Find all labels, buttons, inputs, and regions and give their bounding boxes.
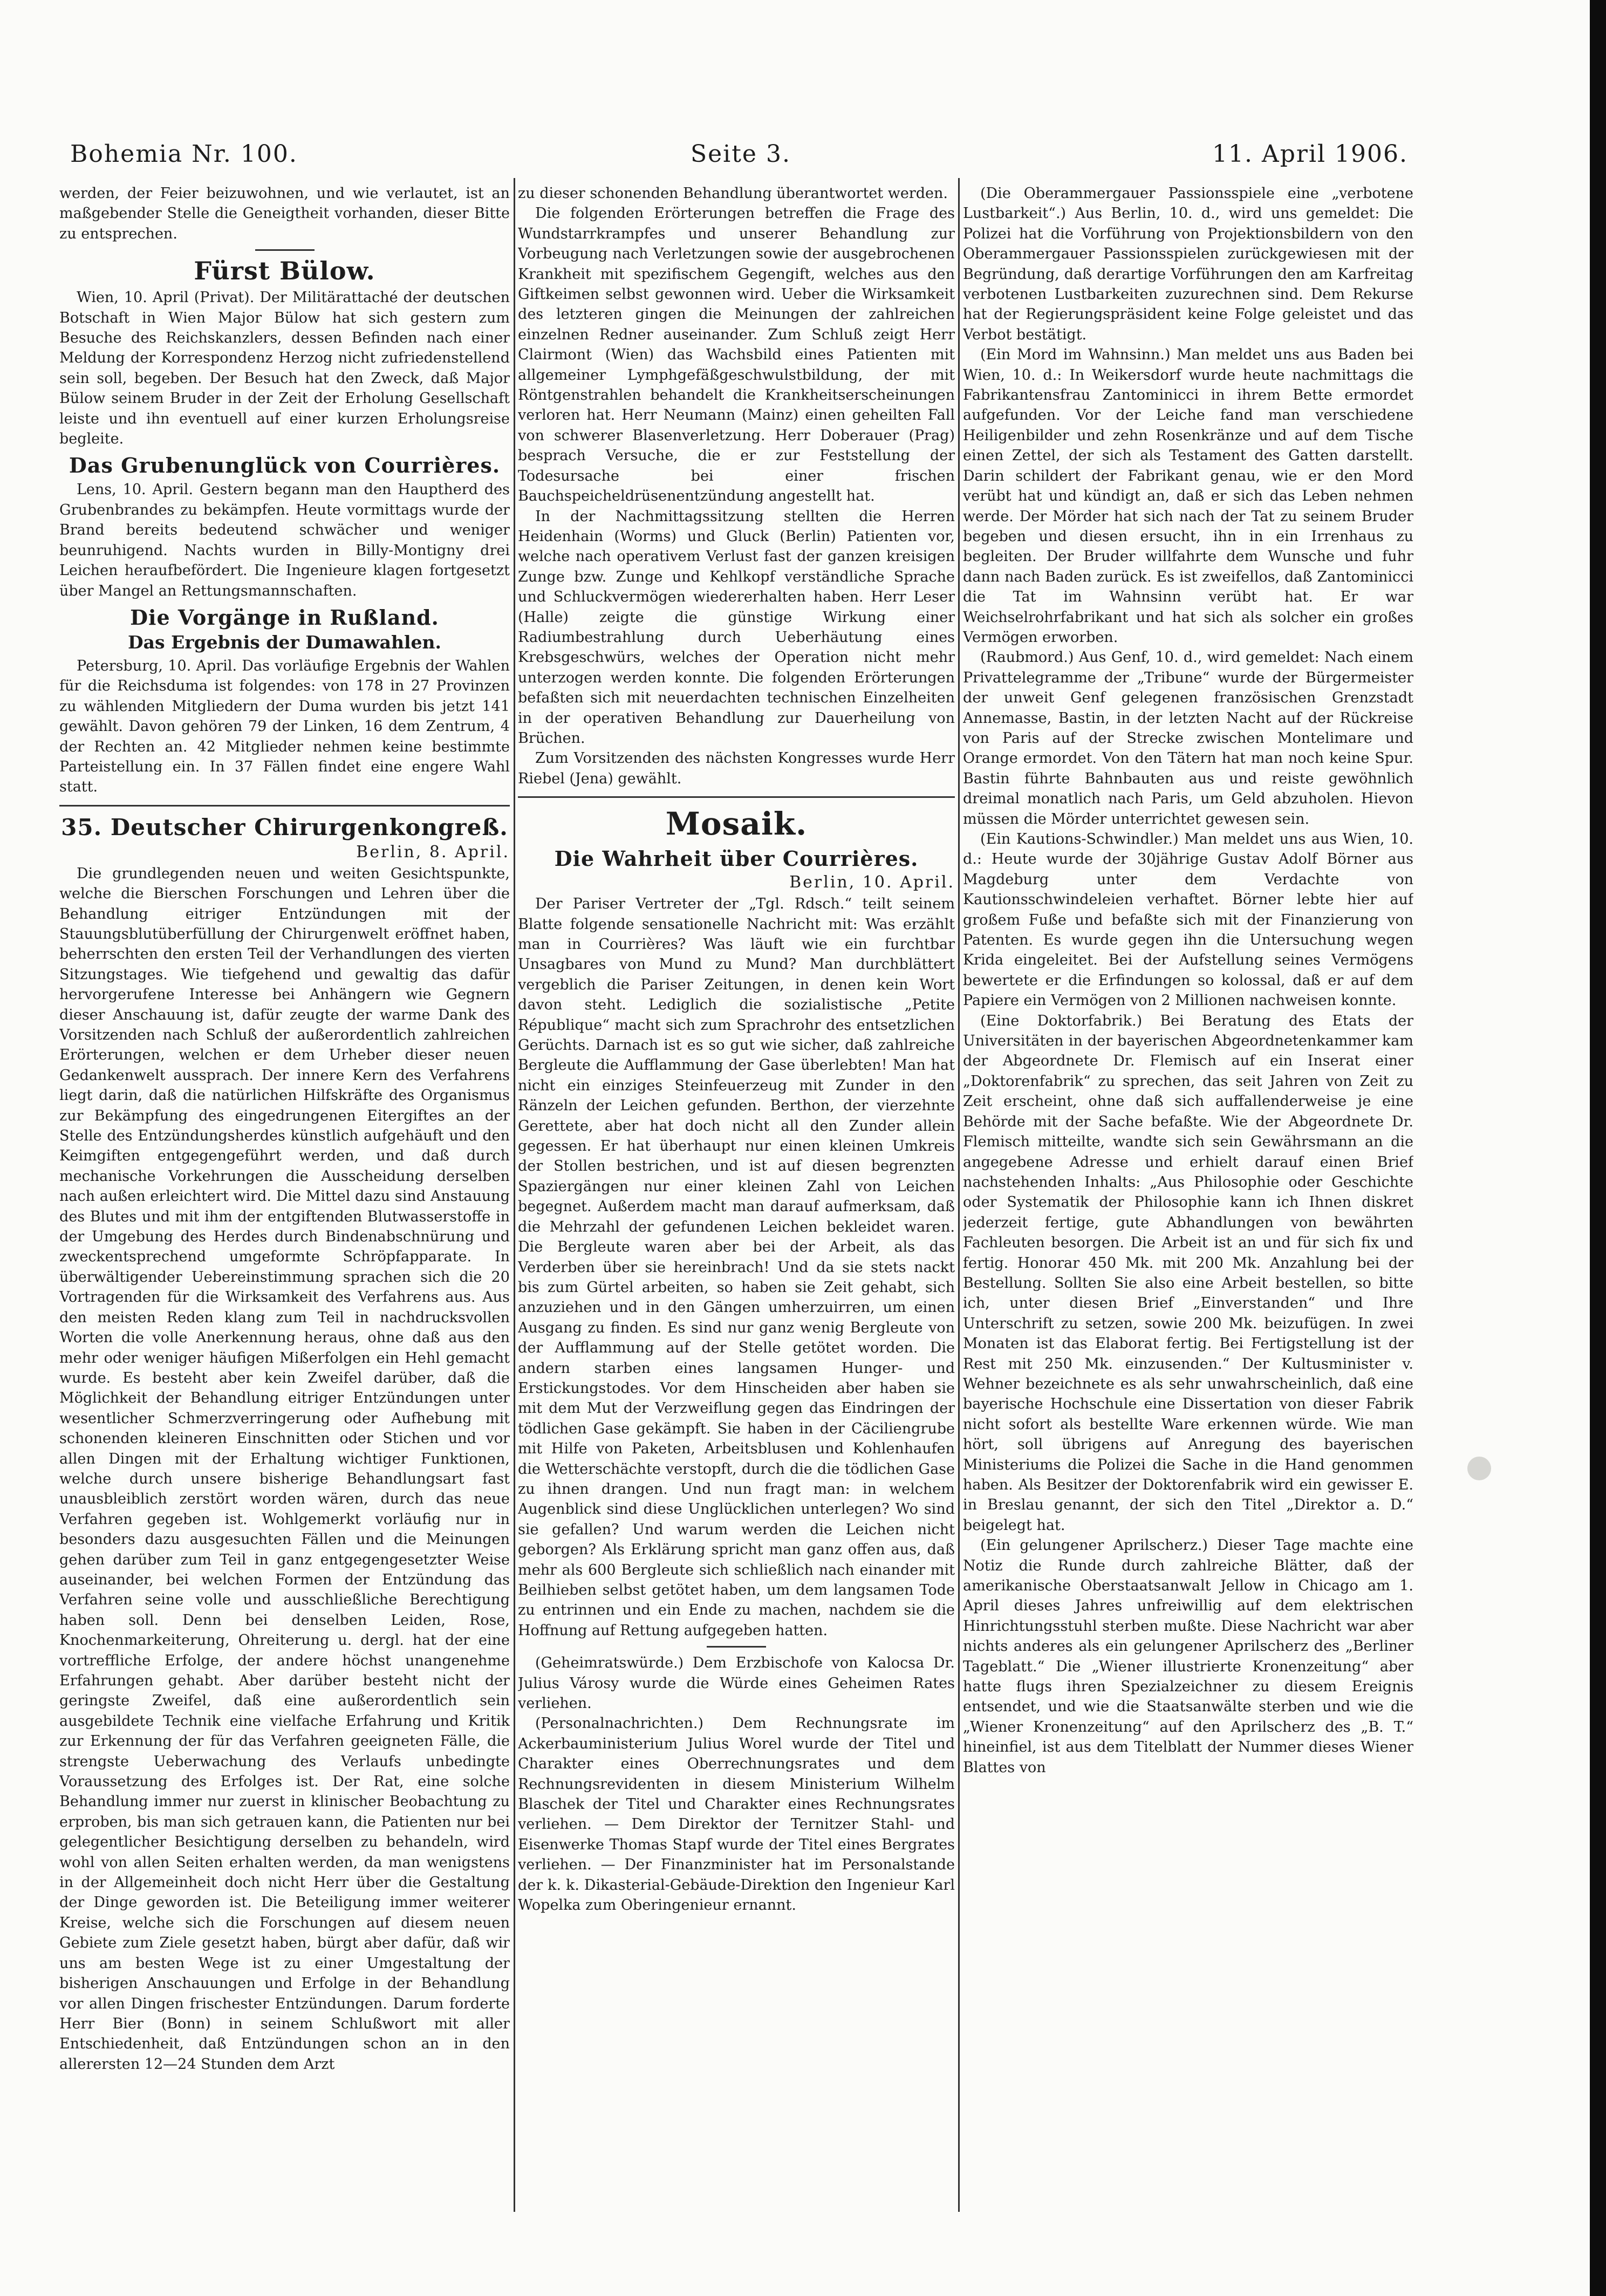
article-chirurgen-continuation: zu dieser schonenden Behandlung überantwortet werden. <box>518 185 948 202</box>
notice-kautions-schwindler: (Ein Kautions-Schwindler.) Man meldet uns aus Wien, 10. d.: Heute wurde der 30jährige Gustav Adolf Börner aus Magdeburg unter dem Verdachte von Kautionsschwindeleien verhaftet. Börner lebte hier auf großem Fuße und befaßte sich mit der Finanzierung von Patenten. Es wurde gegen ihn die Untersuchung wegen Krida eingeleitet. Bei der Aufstellung seines Vermögens bewertete er die Erfindungen so kolossal, daß er auf dem Papiere ein Vermögen von 2 Millionen nachweisen konnte. <box>963 831 1413 1009</box>
headline-buelow: Fürst Bülow. <box>194 256 375 286</box>
article-buelow: Wien, 10. April (Privat). Der Militärattaché der deutschen Botschaft in Wien Major Bülow hat sich gestern zum Besuche des Reichskanzlers, dessen Befinden nach einer Meldung der Korrespondenz Herzog nicht zufriedenstellend sein soll, begeben. Der Besuch hat den Zweck, daß Major Bülow seinem Bruder in der Zeit der Erholung Gesellschaft leiste und ihn eventuell auf einer kurzen Erholungsreise begleite. <box>59 289 510 448</box>
page-edge <box>1590 0 1606 2296</box>
article-wahrheit: Der Pariser Vertreter der „Tgl. Rdsch.“ teilt seinem Blatte folgende sensationelle Nachricht mit: Was erzählt man in Courrières? Was läuft wie ein furchtbar Unsagbares von Mund zu Mund? Man durchblättert vergeblich die Pariser Zeitungen, in denen kein Wort davon steht. Lediglich die sozialistische „Petite République“ macht sich zum Sprachrohr des entsetzlichen Gerüchts. Darnach ist es so gut wie sicher, daß zahlreiche Bergleute die Aufflammung der Gase überlebten! Man hat nicht ein einziges Steinfeuerzeug mit Zunder in den Ränzeln der Leichen gefunden. Berthon, der vierzehnte Gerettete, aber hat doch nicht all den Zunder allein gegessen. Er hat überhaupt nur einen kleinen Umkreis der Stollen bestrichen, und ist auf diesen begrenzten Spaziergängen nur einer kleinen Zahl von Leichen begegnet. Außerdem macht man darauf aufmerksam, daß die Mehrzahl der gefundenen Leichen bekleidet waren. Die Bergleute waren aber bei der Arbeit, als das Verderben über sie hereinbrach! Und da sie stets nackt bis zum Gürtel arbeiten, so haben sie Zeit gehabt, sich anzuziehen und in den Gängen umherzuirren, um einen Ausgang zu finden. Es sind nur ganz wenig Bergleute von der Aufflammung auf der Stelle getötet worden. Die andern starben eines langsamen Hunger- und Erstickungstodes. Vor dem Hinscheiden aber haben sie mit dem Mut der Verzweiflung gegen das Eindringen der tödlichen Gase gekämpft. Sie haben in der Cäciliengrube mit Hilfe von Paketen, Arbeitsblusen und Kohlenhaufen die Wetterschächte verstopft, durch die die tödlichen Gase zu ihnen drangen. Und nun fragt man: in welchem Augenblick sind diese Unglücklichen unterlegen? Wo sind sie gefallen? Und warum werden die Leichen nicht geborgen? Als Erklärung spricht man ganz offen aus, daß mehr als 600 Bergleute sich schließlich nach einander mit Beilhieben selbst getötet haben, um dem langsamen Tode zu entrinnen und ein Ende zu machen, nachdem sie die Hoffnung auf Rettung aufgegeben hatten. <box>518 896 955 1639</box>
divider <box>255 249 315 251</box>
article-wundstarrkrampf: Die folgenden Erörterungen betreffen die Frage des Wundstarrkrampfes und unserer Behandlung zur Vorbeugung nach Verletzungen sowie der ausgebrochenen Krankheit mit spezifischem Gegengift, welches aus den Giftkeimen selbst gewonnen wird. Ueber die Wirksamkeit des letzteren gingen die Meinungen der zahlreichen einzelnen Redner auseinander. Zum Schluß zeigt Herr Clairmont (Wien) das Wachsbild eines Patienten mit allgemeiner Lymphgefäßgeschwulstbildung, der mit Röntgenstrahlen behandelt die Krankheitserscheinungen verloren hat. Herr Neumann (Mainz) einen geheilten Fall von schwerer Blasenverletzung. Herr Doberauer (Prag) besprach Versuche, die er zur Feststellung der Todesursache bei einer frischen Bauchspeicheldrüsenentzündung angestellt hat. <box>518 205 955 505</box>
column-1 <box>59 183 510 2212</box>
article-russland: Petersburg, 10. April. Das vorläufige Ergebnis der Wahlen für die Reichsduma ist folgendes: von 178 in 27 Provinzen zu wählenden Mitgliedern der Duma wurden bis jetzt 141 gewählt. Davon gehören 79 der Linken, 16 dem Zentrum, 4 der Rechten an. 42 Mitglieder nehmen keine bestimmte Parteistellung ein. In 37 Fällen findet eine engere Wahl statt. <box>59 657 510 796</box>
headline-grubenunglueck: Das Grubenunglück von Courrières. <box>69 453 501 478</box>
notice-geheimratswuerde: (Geheimratswürde.) Dem Erzbischofe von Kalocsa Dr. Julius Városy wurde die Würde eines Geheimen Rates verliehen. <box>518 1655 955 1712</box>
notice-doktorfabrik: (Eine Doktorfabrik.) Bei Beratung des Etats der Universitäten in der bayerischen Abgeordnetenkammer kam der Abgeordnete Dr. Flemisch auf ein Inserat einer „Doktorenfabrik“ zu sprechen, das seit Jahren von Zeit zu Zeit erscheint, ohne daß sich auffallenderweise je eine Behörde mit der Sache befaßte. Wie der Abgeordnete Dr. Flemisch mitteilte, wandte sich sein Gewährsmann an die angegebene Adresse und erhielt darauf einen Brief nachstehenden Inhalts: „Aus Philosophie oder Geschichte oder Systematik der Philosophie kann ich Ihnen diskret jederzeit fertige, gute Abhandlungen von bewährten Fachleuten besorgen. Die Arbeit ist an und für sich fix und fertig. Honorar 450 Mk. mit 200 Mk. Anzahlung bei der Bestellung. Sollten Sie also eine Arbeit bestellen, so bitte ich, unter diesen Brief „Einverstanden“ und Ihre Unterschrift zu setzen, sowie 200 Mk. beizufügen. In zwei Monaten ist das Elaborat fertig. Bei Fertigstellung ist der Rest mit 250 Mk. einzusenden.“ Der Kultusminister v. Wehner bezeichnete es als sehr unwahrscheinlich, daß eine bayerische Hochschule eine Dissertation von dieser Fabrik nicht sofort als bestellte Ware erkennen würde. Wie man hört, soll übrigens auf Anregung des bayerischen Ministeriums die Polizei die Sache in die Hand genommen haben. Als Besitzer der Doktorenfabrik wird ein gewisser E. in Breslau genannt, der sich den Titel „Direktor a. D.“ beigelegt hat. <box>963 1012 1413 1534</box>
column-rule-2 <box>958 178 960 2212</box>
notice-personalnachrichten: (Personalnachrichten.) Dem Rechnungsrate im Ackerbauministerium Julius Worel wurde der Titel und Charakter eines Oberrechnungsrates und dem Rechnungsrevidenten in diesem Ministerium Wilhelm Blaschek der Titel und Charakter eines Rechnungsrates verliehen. — Dem Direktor der Ternitzer Stahl- und Eisenwerke Thomas Stapf wurde der Titel eines Bergrates verliehen. — Der Finanzminister hat im Personalstande der k. k. Dikasterial-Gebäude-Direktion den Ingenieur Karl Wopelka zum Oberingenieur ernannt. <box>518 1715 955 1914</box>
dateline-chirurgenkongress: Berlin, 8. April. <box>356 842 510 862</box>
article-grubenunglueck: Lens, 10. April. Gestern begann man den Hauptherd des Grubenbrandes zu bekämpfen. Heute vormittags wurde der Brand bereits bedeutend schwächer und weniger beunruhigend. Nachts wurden in Billy-Montigny drei Leichen heraufbefördert. Die Ingenieure klagen fortgesetzt über Mangel an Rettungsmannschaften. <box>59 481 510 599</box>
column-2 <box>518 183 955 2212</box>
divider <box>59 805 510 807</box>
divider <box>707 1646 766 1648</box>
column-rule-1 <box>514 178 515 2212</box>
headline-chirurgenkongress: 35. Deutscher Chirurgenkongreß. <box>61 814 508 840</box>
notice-aprilscherz: (Ein gelungener Aprilscherz.) Dieser Tage machte eine Notiz die Runde durch zahlreiche Blätter, daß der amerikanische Oberstaatsanwalt Jellow in Chicago am 1. April dieses Jahres unfreiwillig auf dem elektrischen Hinrichtungsstuhl sterben mußte. Diese Nachricht war aber nichts anderes als ein gelungener Aprilscherz des „Berliner Tageblatt.“ Die „Wiener illustrierte Kronenzeitung“ aber hatte flugs ihren Spezialzeichner zu diesem Ereignis entsendet, und wie die Staatsanwälte sterben und wie die „Wiener Kronenzeitung“ auf den Aprilscherz des „B. T.“ hineinfiel, ist aus dem Titelblatt der Nummer dieses Wiener Blattes von <box>963 1537 1413 1776</box>
notice-mord-im-wahnsinn: (Ein Mord im Wahnsinn.) Man meldet uns aus Baden bei Wien, 10. d.: In Weikersdorf wurde heute nachmittags die Fabrikantensfrau Zantominicci in ihrem Bette ermordet aufgefunden. Vor der Leiche fand man verschiedene Heiligenbilder und zehn Rosenkränze und auf dem Tische einen Zettel, der sich als Testament des Gatten darstellt. Darin schildert der Fabrikant genau, wie er den Mord verübt hat und kündigt an, daß er sich das Leben nehmen werde. Der Mörder hat sich nach der Tat zu seinem Bruder begeben und diesen ersucht, ihn in ein Irrenhaus zu begleiten. Der Bruder willfahrte dem Wunsche und fuhr dann nach Baden zurück. Es ist zweifellos, daß Zantominicci die Tat im Wahnsinn verübt hat. Er war Weichselrohrfabrikant und hat sich als solcher ein großes Vermögen erworben. <box>963 346 1413 646</box>
notice-raubmord: (Raubmord.) Aus Genf, 10. d., wird gemeldet: Nach einem Privattelegramme der „Tribune“ wurde der Bürgermeister der unweit Genf gelegenen französischen Grenzstadt Annemasse, Bastin, in der letzten Nacht auf der Rückreise von Paris auf der Strecke zwischen Montelimare und Orange ermordet. Von den Tätern hat man noch keine Spur. Bastin führte Bahnbauten aus und reiste gewöhnlich dreimal monatlich nach Paris, um Geld abzuholen. Hievon müssen die Mörder unterrichtet gewesen sein. <box>963 649 1413 828</box>
masthead-page-number: Seite 3. <box>691 140 791 168</box>
headline-wahrheit: Die Wahrheit über Courrières. <box>554 846 919 871</box>
dateline-wahrheit: Berlin, 10. April. <box>789 873 955 892</box>
divider <box>518 796 955 798</box>
subheadline-dumawahlen: Das Ergebnis der Dumawahlen. <box>128 631 441 653</box>
section-title-mosaik: Mosaik. <box>665 805 808 843</box>
notice-oberammergau: (Die Oberammergauer Passionsspiele eine „verbotene Lustbarkeit“.) Aus Berlin, 10. d., wird uns gemeldet: Die Polizei hat die Vorführung von Projektionsbildern von den Oberammergauer Passionsspielen zurückgewiesen mit der Begründung, daß derartige Vorführungen den am Karfreitag verbotenen Lustbarkeiten zuzurechnen sind. Dem Rekurse hat der Regierungspräsident keine Folge geleistet und das Verbot bestätigt. <box>963 185 1413 343</box>
article-nachmittagssitzung: In der Nachmittagssitzung stellten die Herren Heidenhain (Worms) und Gluck (Berlin) Patienten vor, welche nach operativem Verlust fast der ganzen kreisigen Zunge bzw. Zunge und Kehlkopf verständliche Sprache und Schluckvermögen wiedererhalten haben. Herr Leser (Halle) zeigte die günstige Wirkung einer Radiumbestrahlung durch Ueberhäutung eines Krebsgeschwürs, welches der Operation nicht mehr unterzogen werden konnte. Die folgenden Erörterungen befaßten sich mit neuerdachten technischen Einzelheiten in der operativen Behandlung zur Dauerheilung von Brüchen. <box>518 508 955 747</box>
article-continuation: werden, der Feier beizuwohnen, und wie verlautet, ist an maßgebender Stelle die Geneigtheit vorhanden, dieser Bitte zu entsprechen. <box>59 185 510 242</box>
masthead-paper-number: Bohemia Nr. 100. <box>70 140 298 168</box>
masthead <box>70 140 1408 183</box>
paper-stain <box>1467 1457 1491 1480</box>
article-vorsitzender: Zum Vorsitzenden des nächsten Kongresses wurde Herr Riebel (Jena) gewählt. <box>518 750 955 787</box>
article-chirurgenkongress: Die grundlegenden neuen und weiten Gesichtspunkte, welche die Bierschen Forschungen und Lehren über die Behandlung eitriger Entzündungen mit der Stauungsblutüberfüllung der Chirurgenwelt eröffnet haben, beherrschten den ersten Teil der Verhandlungen des vierten Sitzungstages. Wie tiefgehend und gewaltig das dafür hervorgerufene Interesse bei Anhängern wie Gegnern dieser Anschauung ist, dafür zeugte der warme Dank des Vorsitzenden nach Schluß der außerordentlich zahlreichen Erörterungen, welchen er dem Urheber dieser neuen Gedankenwelt aussprach. Der innere Kern des Verfahrens liegt darin, daß die natürlichen Hilfskräfte des Organismus zur Bekämpfung des eingedrungenen Eitergiftes an der Stelle des Entzündungsherdes künstlich aufgehäuft und den Keimgiften entgegengeführt werden, und daß durch mechanische Vorkehrungen die Ausscheidung derselben nach außen erleichtert wird. Die Mittel dazu sind Anstauung des Blutes und mit ihm der entgiftenden Blutwasserstoffe in der Umgebung des Herdes durch Bindenabschnürung und zweckentsprechend umgeformte Schröpfapparate. In überwältigender Uebereinstimmung sprachen sich die 20 Vortragenden für die Wirksamkeit des Verfahrens aus. Aus den meisten Reden klang zum Teil in nachdrucksvollen Worten die volle Anerkennung heraus, ohne daß aus den mehr oder weniger häufigen Mißerfolgen ein Hehl gemacht wurde. Es besteht aber kein Zweifel darüber, daß die Möglichkeit der Behandlung eitriger Entzündungen unter wesentlicher Schmerzverringerung oder Aufhebung mit schonenden kleineren Einschnitten oder Stichen und vor allen Dingen mit der Erhaltung wichtiger Funktionen, welche durch unsere bisherige Behandlungsart fast unausbleiblich zerstört worden wären, durch das neue Verfahren gegeben ist. Wohlgemerkt vorläufig nur in besonders dazu ausgesuchten Fällen und die Meinungen gehen darüber zum Teil in ganz entgegengesetzter Weise auseinander, bei welchen Formen der Entzündung das Verfahren seine volle und ausschließliche Berechtigung haben soll. Denn bei denselben Leiden, Rose, Knochenmarkeiterung, Ohreiterung u. dergl. hat der eine vortreffliche Erfolge, der andere höchst unangenehme Erfahrungen gehabt. Aber darüber besteht nicht der geringste Zweifel, daß eine außerordentlich sein ausgebildete Technik eine vielfache Erfahrung und Kritik zur Erkennung der für das Verfahren geeigneten Fälle, die strengste Ueberwachung des Verlaufs unbedingte Voraussetzung des Erfolges ist. Der Rat, eine solche Behandlung immer nur zuerst in klinischer Beobachtung zu erproben, bis man sich getrauen kann, die Patienten nur bei gelegentlicher Besichtigung derselben zu behandeln, wird wohl von allen Seiten erhalten werden, da man wenigstens in der Allgemeinheit doch nicht Herr über die Gestaltung der Dinge geworden ist. Die Beteiligung immer weiterer Kreise, welche sich die Forschungen auf diesem neuen Gebiete zum Ziele gesetzt haben, bürgt aber dafür, daß wir uns am besten Wege ist zu einer Umgestaltung der bisherigen Anschauungen und Erfolge in der Behandlung vor allen Dingen frischester Entzündungen. Darum forderte Herr Bier (Bonn) in seinem Schlußwort mit aller Entschiedenheit, daß Entzündungen schon an in den allerersten 12—24 Stunden dem Arzt <box>59 865 510 2073</box>
masthead-date: 11. April 1906. <box>1212 140 1408 168</box>
headline-russland: Die Vorgänge in Rußland. <box>130 605 439 630</box>
column-3 <box>963 183 1413 2212</box>
